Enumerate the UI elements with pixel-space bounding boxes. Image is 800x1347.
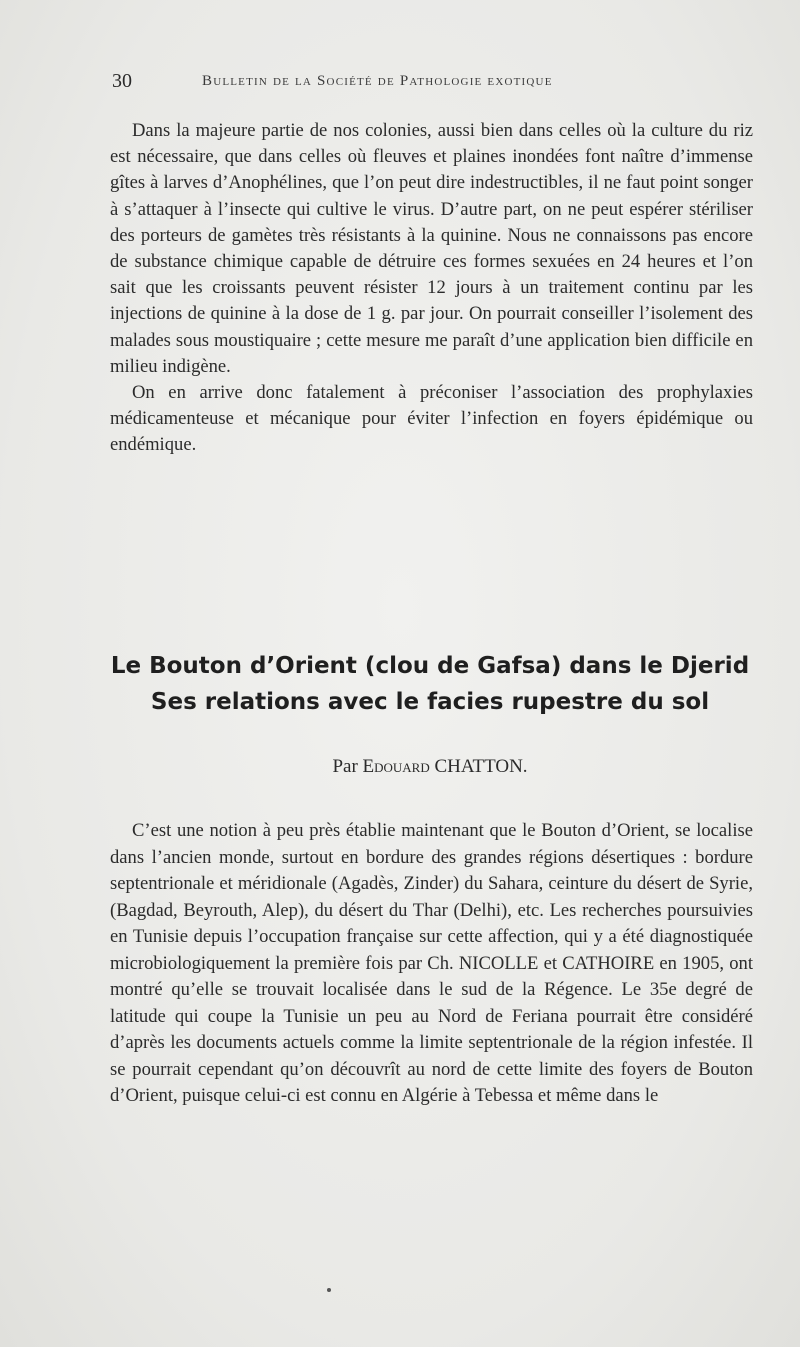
author-name: Edouard CHATTON. <box>362 756 528 777</box>
byline-prefix: Par <box>332 756 358 777</box>
article-title-line-1: Le Bouton d’Orient (clou de Gafsa) dans le Djerid <box>110 653 750 679</box>
article-title-line-2: Ses relations avec le facies rupestre du sol <box>150 689 710 715</box>
journal-title: Bulletin de la Société de Pathologie exotique <box>202 73 553 89</box>
byline <box>100 756 760 778</box>
paragraph: On en arrive donc fatalement à préconiser l’association des prophylaxies médicamenteuse et mécanique pour éviter l’infection en foyers épidémique ou endémique. <box>110 382 753 456</box>
article-title <box>100 648 760 720</box>
paragraph: Dans la majeure partie de nos colonies, aussi bien dans celles où la culture du riz est nécessaire, que dans celles où fleuves et plaines inondées font naître d’immense gîtes à larves d’Anophélines, que l’on peut dire indestructibles, il ne faut point songer à s’attaquer à l’insecte qui cultive le virus. D’autre part, on ne peut espérer stériliser des porteurs de gamètes très résistants à la quinine. Nous ne connaissons pas encore de substance chimique capable de détruire ces formes sexuées en 24 heures et l’on sait que les croissants peuvent résister 12 jours à un traitement continu par les injections de quinine à la dose de 1 g. par jour. On pourrait conseiller l’isolement des malades sous moustiquaire ; cette mesure me paraît d’une application bien difficile en milieu indigène. <box>110 120 753 377</box>
page-number: 30 <box>112 70 132 92</box>
preceding-article-text <box>110 118 753 459</box>
paragraph: C’est une notion à peu près établie maintenant que le Bouton d’Orient, se localise dans l’ancien monde, surtout en bordure des grandes régions désertiques : bordure septentrionale et méridionale (Agadès, Zinder) du Sahara, ceinture du désert de Syrie, (Bagdad, Beyrouth, Alep), du désert du Thar (Delhi), etc. Les recherches poursuivies en Tunisie depuis l’occupation française sur cette affection, qui y a été diagnostiquée microbiologiquement la première fois par Ch. NICOLLE et CATHOIRE en 1905, ont montré qu’elle se trouvait localisée dans le sud de la Régence. Le 35e degré de latitude qui coupe la Tunisie un peu au Nord de Feriana pourrait être considéré d’après les documents actuels comme la limite septentrionale de la région infestée. Il se pourrait cependant qu’on découvrît au nord de cette limite des foyers de Bouton d’Orient, puisque celui-ci est connu en Algérie à Tebessa et même dans le <box>110 820 753 1106</box>
running-head <box>112 70 752 96</box>
ink-speck <box>327 1288 331 1292</box>
article-body <box>110 818 753 1110</box>
